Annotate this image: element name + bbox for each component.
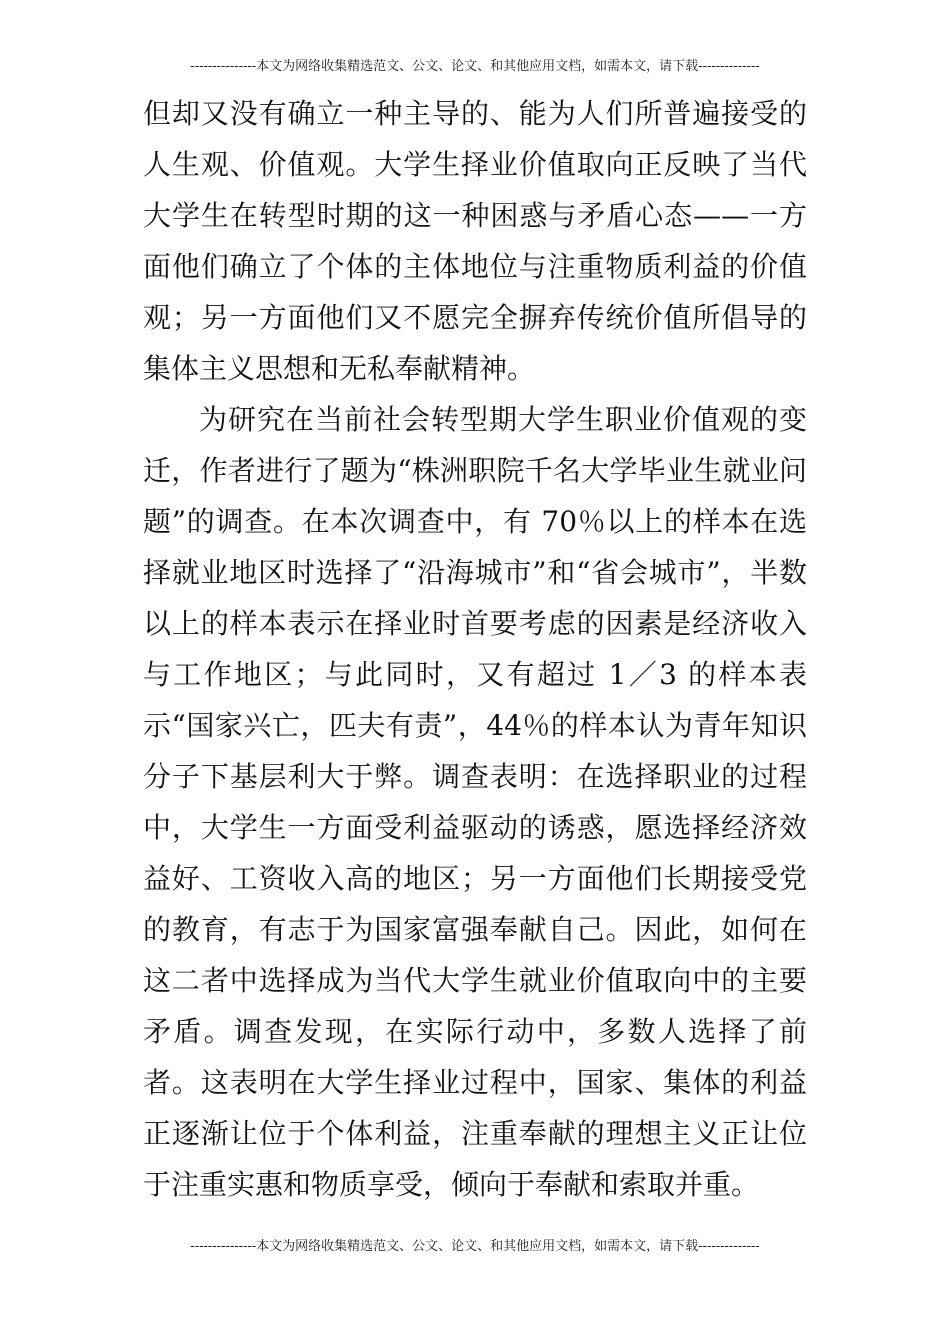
document-body: [143, 88, 807, 1210]
header-banner: ---------------本文为网络收集精选范文、公文、论文、和其他应用文档，如需本文，请下载--------------: [190, 59, 760, 74]
footer-banner: ---------------本文为网络收集精选范文、公文、论文、和其他应用文档，如需本文，请下载--------------: [190, 1239, 760, 1254]
paragraph-continuation: 但却又没有确立一种主导的、能为人们所普遍接受的人生观、价值观。大学生择业价值取向正反映了当代大学生在转型时期的这一种困惑与矛盾心态——一方面他们确立了个体的主体地位与注重物质利益的价值观；另一方面他们又不愿完全摒弃传统价值所倡导的集体主义思想和无私奉献精神。: [143, 97, 807, 385]
paragraph-survey: 为研究在当前社会转型期大学生职业价值观的变迁，作者进行了题为“株洲职院千名大学毕业生就业问题”的调查。在本次调查中，有 70％以上的样本在选择就业地区时选择了“沿海城市”和“省会城市”，半数以上的样本表示在择业时首要考虑的因素是经济收入与工作地区；与此同时，又有超过 1／3 的样本表示“国家兴亡，匹夫有责”，44％的样本认为青年知识分子下基层利大于弊。调查表明：在选择职业的过程中，大学生一方面受利益驱动的诱惑，愿选择经济效益好、工资收入高的地区；另一方面他们长期接受党的教育，有志于为国家富强奉献自己。因此，如何在这二者中选择成为当代大学生就业价值取向中的主要矛盾。调查发现，在实际行动中，多数人选择了前者。这表明在大学生择业过程中，国家、集体的利益正逐渐让位于个体利益，注重奉献的理想主义正让位于注重实惠和物质享受，倾向于奉献和索取并重。: [143, 403, 807, 1201]
